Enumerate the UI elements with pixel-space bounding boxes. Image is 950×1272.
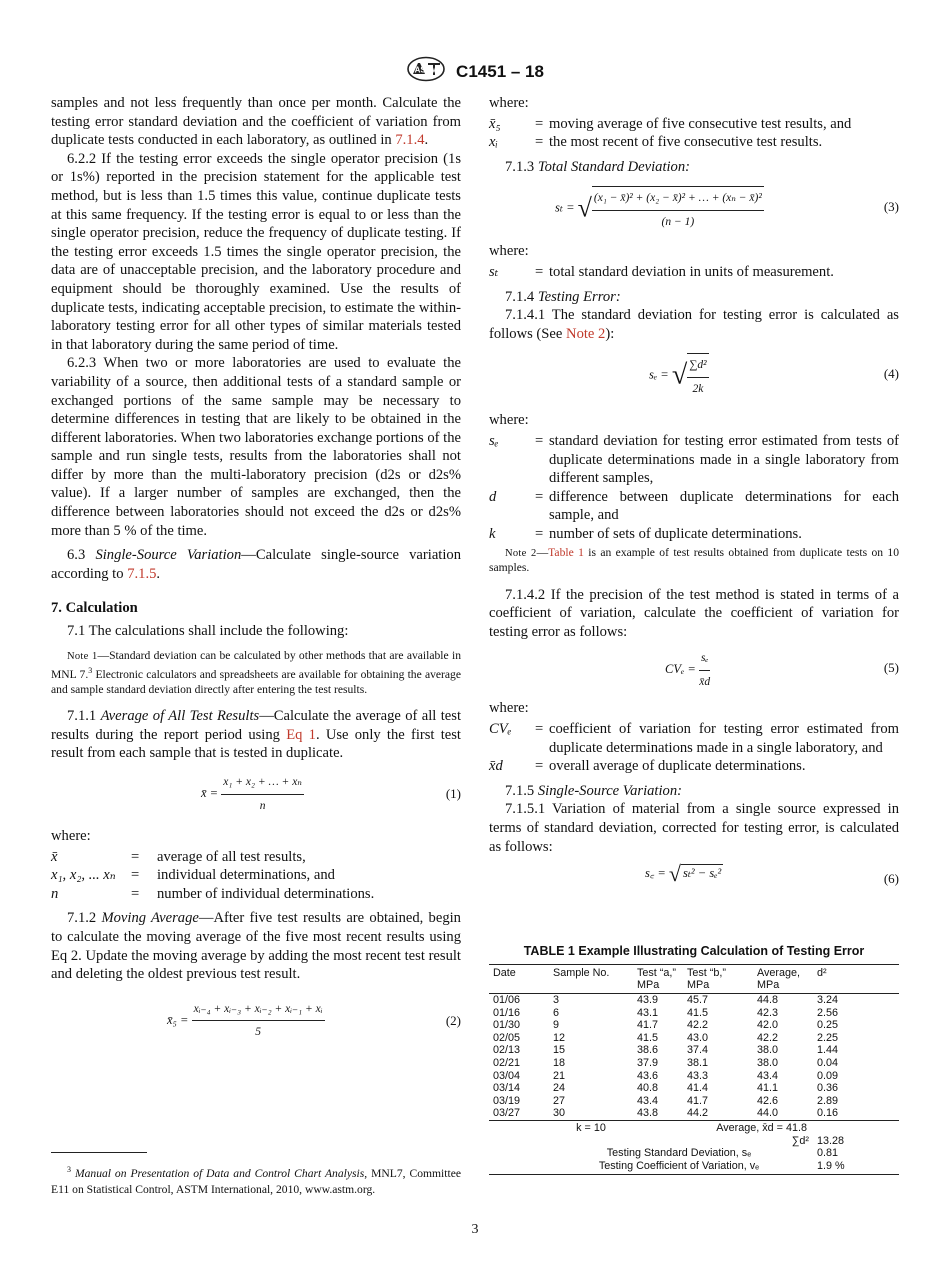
definition-item: x̄₅ = moving average of five consecutive test results, and	[489, 115, 852, 132]
equation-number-2: (2)	[445, 1012, 461, 1028]
definitions-1	[51, 848, 461, 904]
table-cell: 27	[553, 1094, 566, 1107]
table-cell: 43.9	[637, 994, 659, 1006]
table-cell: 44.8	[757, 994, 779, 1006]
table-row	[489, 1135, 899, 1148]
astm-logo-text: ASTM	[414, 65, 438, 75]
table-cell: 0.16	[813, 1107, 899, 1120]
where-label-b: where:	[489, 243, 529, 260]
page-number: 3	[471, 1222, 479, 1237]
table-cell: 2.25	[817, 1031, 839, 1044]
paragraph-7-1: 7.1 The calculations shall include the following:	[67, 623, 349, 640]
table-cell: 18	[553, 1056, 566, 1069]
definitions-c	[489, 432, 899, 544]
table-cell: 01/06	[493, 994, 521, 1006]
average-label: Average, x̄d = 41.8	[716, 1121, 807, 1134]
equation-number-6: (6)	[883, 871, 899, 887]
sum-d2-label: ∑d²	[791, 1134, 809, 1147]
definitions-d	[489, 720, 899, 776]
k-label: k = 10	[576, 1121, 606, 1134]
table-cell: 41.7	[637, 1019, 659, 1032]
equation-5: CVₑ = $\frac{\text{sₑ}}{x̄d}$ (5)	[489, 649, 899, 689]
table-cell: 40.8	[637, 1082, 659, 1095]
table-cell: 0.04	[817, 1056, 839, 1069]
table-row	[489, 1070, 899, 1083]
paragraph-7-1-5-1: 7.1.5.1 Variation of material from a single source expressed in terms of standard deviation, corrected for testing error, is calculated as follows:	[489, 801, 899, 855]
astm-logo	[406, 56, 446, 87]
table-cell: 41.4	[687, 1082, 709, 1095]
table-cell: 30	[549, 1107, 633, 1120]
column-header: Test “a,” MPa	[633, 964, 683, 993]
table-cell: 02/13	[493, 1044, 521, 1057]
table-cell: 43.6	[637, 1069, 659, 1082]
table-cell: 43.0	[687, 1031, 709, 1044]
table-cell: 01/16	[493, 1006, 521, 1019]
note-link-2[interactable]: Note 2	[566, 325, 606, 342]
footnote-divider	[51, 1152, 147, 1153]
definition-item: d = difference between duplicate determinations for each sample, and	[489, 488, 899, 524]
paragraph-7-1-2: 7.1.2 Moving Average—After five test results are obtained, begin to calculate the moving average of the five most recent results using Eq 2. Update the moving average by adding the most recent test result and deleting the oldest previous test result.	[51, 910, 461, 983]
left-column	[51, 94, 461, 1054]
definition-item: sₜ = total standard deviation in units of measurement.	[489, 263, 834, 280]
table-cell: 42.6	[757, 1094, 779, 1107]
table-cell: 02/05	[493, 1031, 521, 1044]
paragraph-6-3: 6.3 Single-Source Variation—Calculate single-source variation according to 7.1.5.	[51, 547, 461, 582]
table-cell: 1.44	[817, 1044, 839, 1057]
equation-number-1: (1)	[445, 786, 461, 802]
paragraph-7-1-1: 7.1.1 Average of All Test Results—Calculate the average of all test results during the report period using Eq 1. Use only the first test result from each sample that is tested in duplicate.	[51, 708, 461, 762]
table-cell: 12	[553, 1031, 566, 1044]
table-cell: 3.24	[817, 994, 839, 1006]
table-cell: 42.0	[757, 1019, 779, 1032]
table-cell: 38.0	[757, 1056, 779, 1069]
testing-cv-label: Testing Coefficient of Variation, vₑ	[489, 1160, 813, 1175]
paragraph-6-2-2: 6.2.2 If the testing error exceeds the single operator precision (1s or 1s%) reported in the precision statement for the applicable test method, but is less than 1.5 times this value, continue duplicate tests at this same frequency. If the testing error is equal to or less than the single operator precision, reduce the frequency of duplicate testing. If the testing error exceeds 1.5 times the single operator precision, the data are of unacceptable precision, and the laboratory procedure and equipment should be thoroughly examined. Use the results of duplicate tests, indicating acceptable precision, to estimate the within-laboratory testing error for all other types of similar materials tested in that laboratory during the same period of time.	[51, 150, 461, 353]
definition-item: x₁, x₂, ... xₙ = individual determinations, and	[51, 867, 335, 884]
table-cell: 42.3	[757, 1006, 779, 1019]
definition-item: k = number of sets of duplicate determinations.	[489, 525, 802, 542]
table-row	[489, 1057, 899, 1070]
definitions-b	[489, 263, 899, 282]
definition-item: CVₑ = coefficient of variation for testing error estimated from duplicate determinations made in a single laboratory, and	[489, 721, 899, 756]
equation-6: s꜀ = √ sₜ² − sₑ² (6)	[489, 864, 899, 898]
column-header: Test “b,” MPa	[683, 964, 753, 993]
definition-item: n = number of individual determinations.	[51, 885, 375, 902]
equation-1: x̄ = $\frac{\text{x₁ + x₂ + … + xₙ}}{n}$ (1)	[51, 771, 461, 817]
table-body	[489, 994, 899, 1121]
paragraph-7-1-4: 7.1.4 Testing Error:	[505, 288, 621, 305]
equation-link-eq1[interactable]: Eq 1	[286, 726, 316, 743]
table-cell: 15	[553, 1044, 566, 1057]
table-cell: 38.0	[757, 1044, 779, 1057]
paragraph-7-1-4-1: 7.1.4.1 The standard deviation for testing error is calculated as follows (See Note 2):	[489, 307, 899, 342]
section-link-7-1-5[interactable]: 7.1.5	[127, 565, 157, 582]
footnote-3: $^3$ Manual on Presentation of Data and Control Chart Analysis, MNL7, Committee E11 on Statistical Control, ASTM International, 2010, www.astm.org.	[51, 1165, 461, 1197]
column-header: d²	[813, 964, 899, 993]
table-cell: 44.2	[683, 1107, 753, 1120]
column-header: Sample No.	[549, 964, 633, 993]
paragraph-7-1-4-2: 7.1.4.2 If the precision of the test method is stated in terms of a coefficient of variation, calculate the coefficient of variation for testing error as follows:	[489, 586, 899, 640]
table-row	[489, 1019, 899, 1032]
equation-number-5: (5)	[883, 660, 899, 676]
table-row	[489, 1007, 899, 1020]
equation-4: sₑ = √ $\frac{\text{∑d²}}{2k}$ (4)	[489, 351, 899, 401]
table-cell: 43.4	[757, 1069, 779, 1082]
table-cell: 43.4	[637, 1094, 659, 1107]
table-cell: 44.0	[753, 1107, 813, 1120]
table-cell: 42.2	[757, 1031, 779, 1044]
table-cell: 0.25	[817, 1019, 839, 1032]
paragraph-7-1-3: 7.1.3 Total Standard Deviation:	[505, 158, 691, 175]
testing-sd-label: Testing Standard Deviation, sₑ	[606, 1147, 752, 1160]
table-cell: 37.9	[637, 1056, 659, 1069]
table-cell: 9	[553, 1019, 560, 1032]
page-header	[0, 56, 950, 87]
column-header: Average, MPa	[753, 964, 813, 993]
table-cell: 02/21	[493, 1056, 521, 1069]
definitions-a	[489, 115, 899, 152]
table-cell: 6	[553, 1006, 560, 1019]
table-title: TABLE 1 Example Illustrating Calculation of Testing Error	[523, 944, 865, 959]
table-cell: 41.7	[687, 1094, 709, 1107]
table-link-1[interactable]: Table 1	[548, 545, 584, 559]
table-cell: 43.3	[687, 1069, 709, 1082]
note-2: Note 2—Table 1 is an example of test results obtained from duplicate tests on 10 samples.	[489, 545, 899, 575]
table-cell: 41.1	[757, 1082, 779, 1095]
testing-sd-value: 0.81	[817, 1147, 839, 1160]
table-cell: 2.89	[817, 1094, 839, 1107]
equation-number-3: (3)	[883, 199, 899, 215]
table-cell: 03/19	[493, 1094, 521, 1107]
where-label-c: where:	[489, 412, 529, 429]
table-cell: 41.5	[637, 1031, 659, 1044]
section-link-7-1-4[interactable]: 7.1.4	[395, 132, 425, 149]
paragraph-samples: samples and not less frequently than once per month. Calculate the testing error standard deviation and the coefficient of variation from duplicate tests conducted in each laboratory, as outlined in 7.1.4.	[51, 95, 461, 149]
table-cell: 45.7	[687, 994, 709, 1006]
document-id: C1451 – 18	[456, 61, 544, 81]
column-header: Date	[489, 964, 549, 993]
table-cell: 21	[553, 1069, 566, 1082]
definition-item: sₑ = standard deviation for testing error estimated from tests of duplicate determinations made in a single laboratory from different samples,	[489, 432, 899, 487]
section-heading-calculation: 7. Calculation	[51, 600, 138, 617]
note-1: Note 1—Standard deviation can be calculated by other methods that are available in MNL 7.$^3$ Electronic calculators and spreadsheets are available for obtaining the average and sample standard deviation directly after entering the test results.	[51, 648, 461, 696]
definition-item: x̄ = average of all test results,	[51, 848, 306, 865]
definition-item: x̄d = overall average of duplicate determinations.	[489, 758, 806, 775]
paragraph-6-2-3: 6.2.3 When two or more laboratories are used to evaluate the variability of a source, then additional tests of a standard sample or exchanged portions of the same sample may be necessary to determine differences in testing that are likely to be obtained in the different laboratories. When two laboratories exchange portions of the sample and run single tests, results from the laboratories shall not differ by more than the multi-laboratory precision (d2s or d2s% value). If a larger number of samples are exchanged, then the difference between laboratories should not exceed the d2s or d2s% more than 5 % of the time.	[51, 355, 461, 539]
table-cell: 01/30	[493, 1019, 521, 1032]
table-cell: 43.8	[633, 1107, 683, 1120]
equation-3: sₜ = √ $\frac{\text{(x₁ − x̄)² + (x₂ − x̄)² + … + (xₙ − x̄)²}}{(n - 1)}$ (3)	[489, 184, 899, 232]
table-row	[489, 1120, 899, 1134]
table-cell: 03/27	[489, 1107, 549, 1120]
table-row	[489, 1044, 899, 1057]
right-column	[489, 94, 899, 1175]
table-row	[489, 994, 899, 1007]
table-cell: 24	[553, 1082, 566, 1095]
testing-error-table	[489, 964, 899, 1176]
table-cell: 37.4	[687, 1044, 709, 1057]
sum-d2-value: 13.28	[817, 1134, 845, 1147]
where-label-1: where:	[51, 828, 91, 845]
table-row	[489, 1160, 899, 1175]
table-row	[489, 1107, 899, 1120]
table-cell: 0.36	[817, 1082, 839, 1095]
table-cell: 2.56	[817, 1006, 839, 1019]
table-cell: 3	[553, 994, 560, 1006]
table-row	[489, 1082, 899, 1095]
testing-cv-value: 1.9 %	[813, 1160, 899, 1175]
equation-2: x̄₅ = $\frac{\text{xᵢ₋₄ + xᵢ₋₃ + xᵢ₋₂ + xᵢ₋₁ + xᵢ}}{5}$ (2)	[51, 998, 461, 1044]
table-cell: 0.09	[817, 1069, 839, 1082]
equation-number-4: (4)	[883, 366, 899, 382]
table-row	[489, 1032, 899, 1045]
definition-item: xᵢ = the most recent of five consecutive test results.	[489, 134, 823, 151]
where-label-d: where:	[489, 700, 529, 717]
paragraph-7-1-5: 7.1.5 Single-Source Variation:	[505, 782, 682, 799]
table-cell: 42.2	[687, 1019, 709, 1032]
table-cell: 38.1	[687, 1056, 709, 1069]
table-cell: 03/04	[493, 1069, 521, 1082]
table-cell: 41.5	[687, 1006, 709, 1019]
table-cell: 03/14	[493, 1082, 521, 1095]
table-row	[489, 1147, 899, 1160]
where-label-a: where:	[489, 95, 529, 111]
table-cell: 43.1	[637, 1006, 659, 1019]
table-row	[489, 1095, 899, 1108]
table-cell: 38.6	[637, 1044, 659, 1057]
